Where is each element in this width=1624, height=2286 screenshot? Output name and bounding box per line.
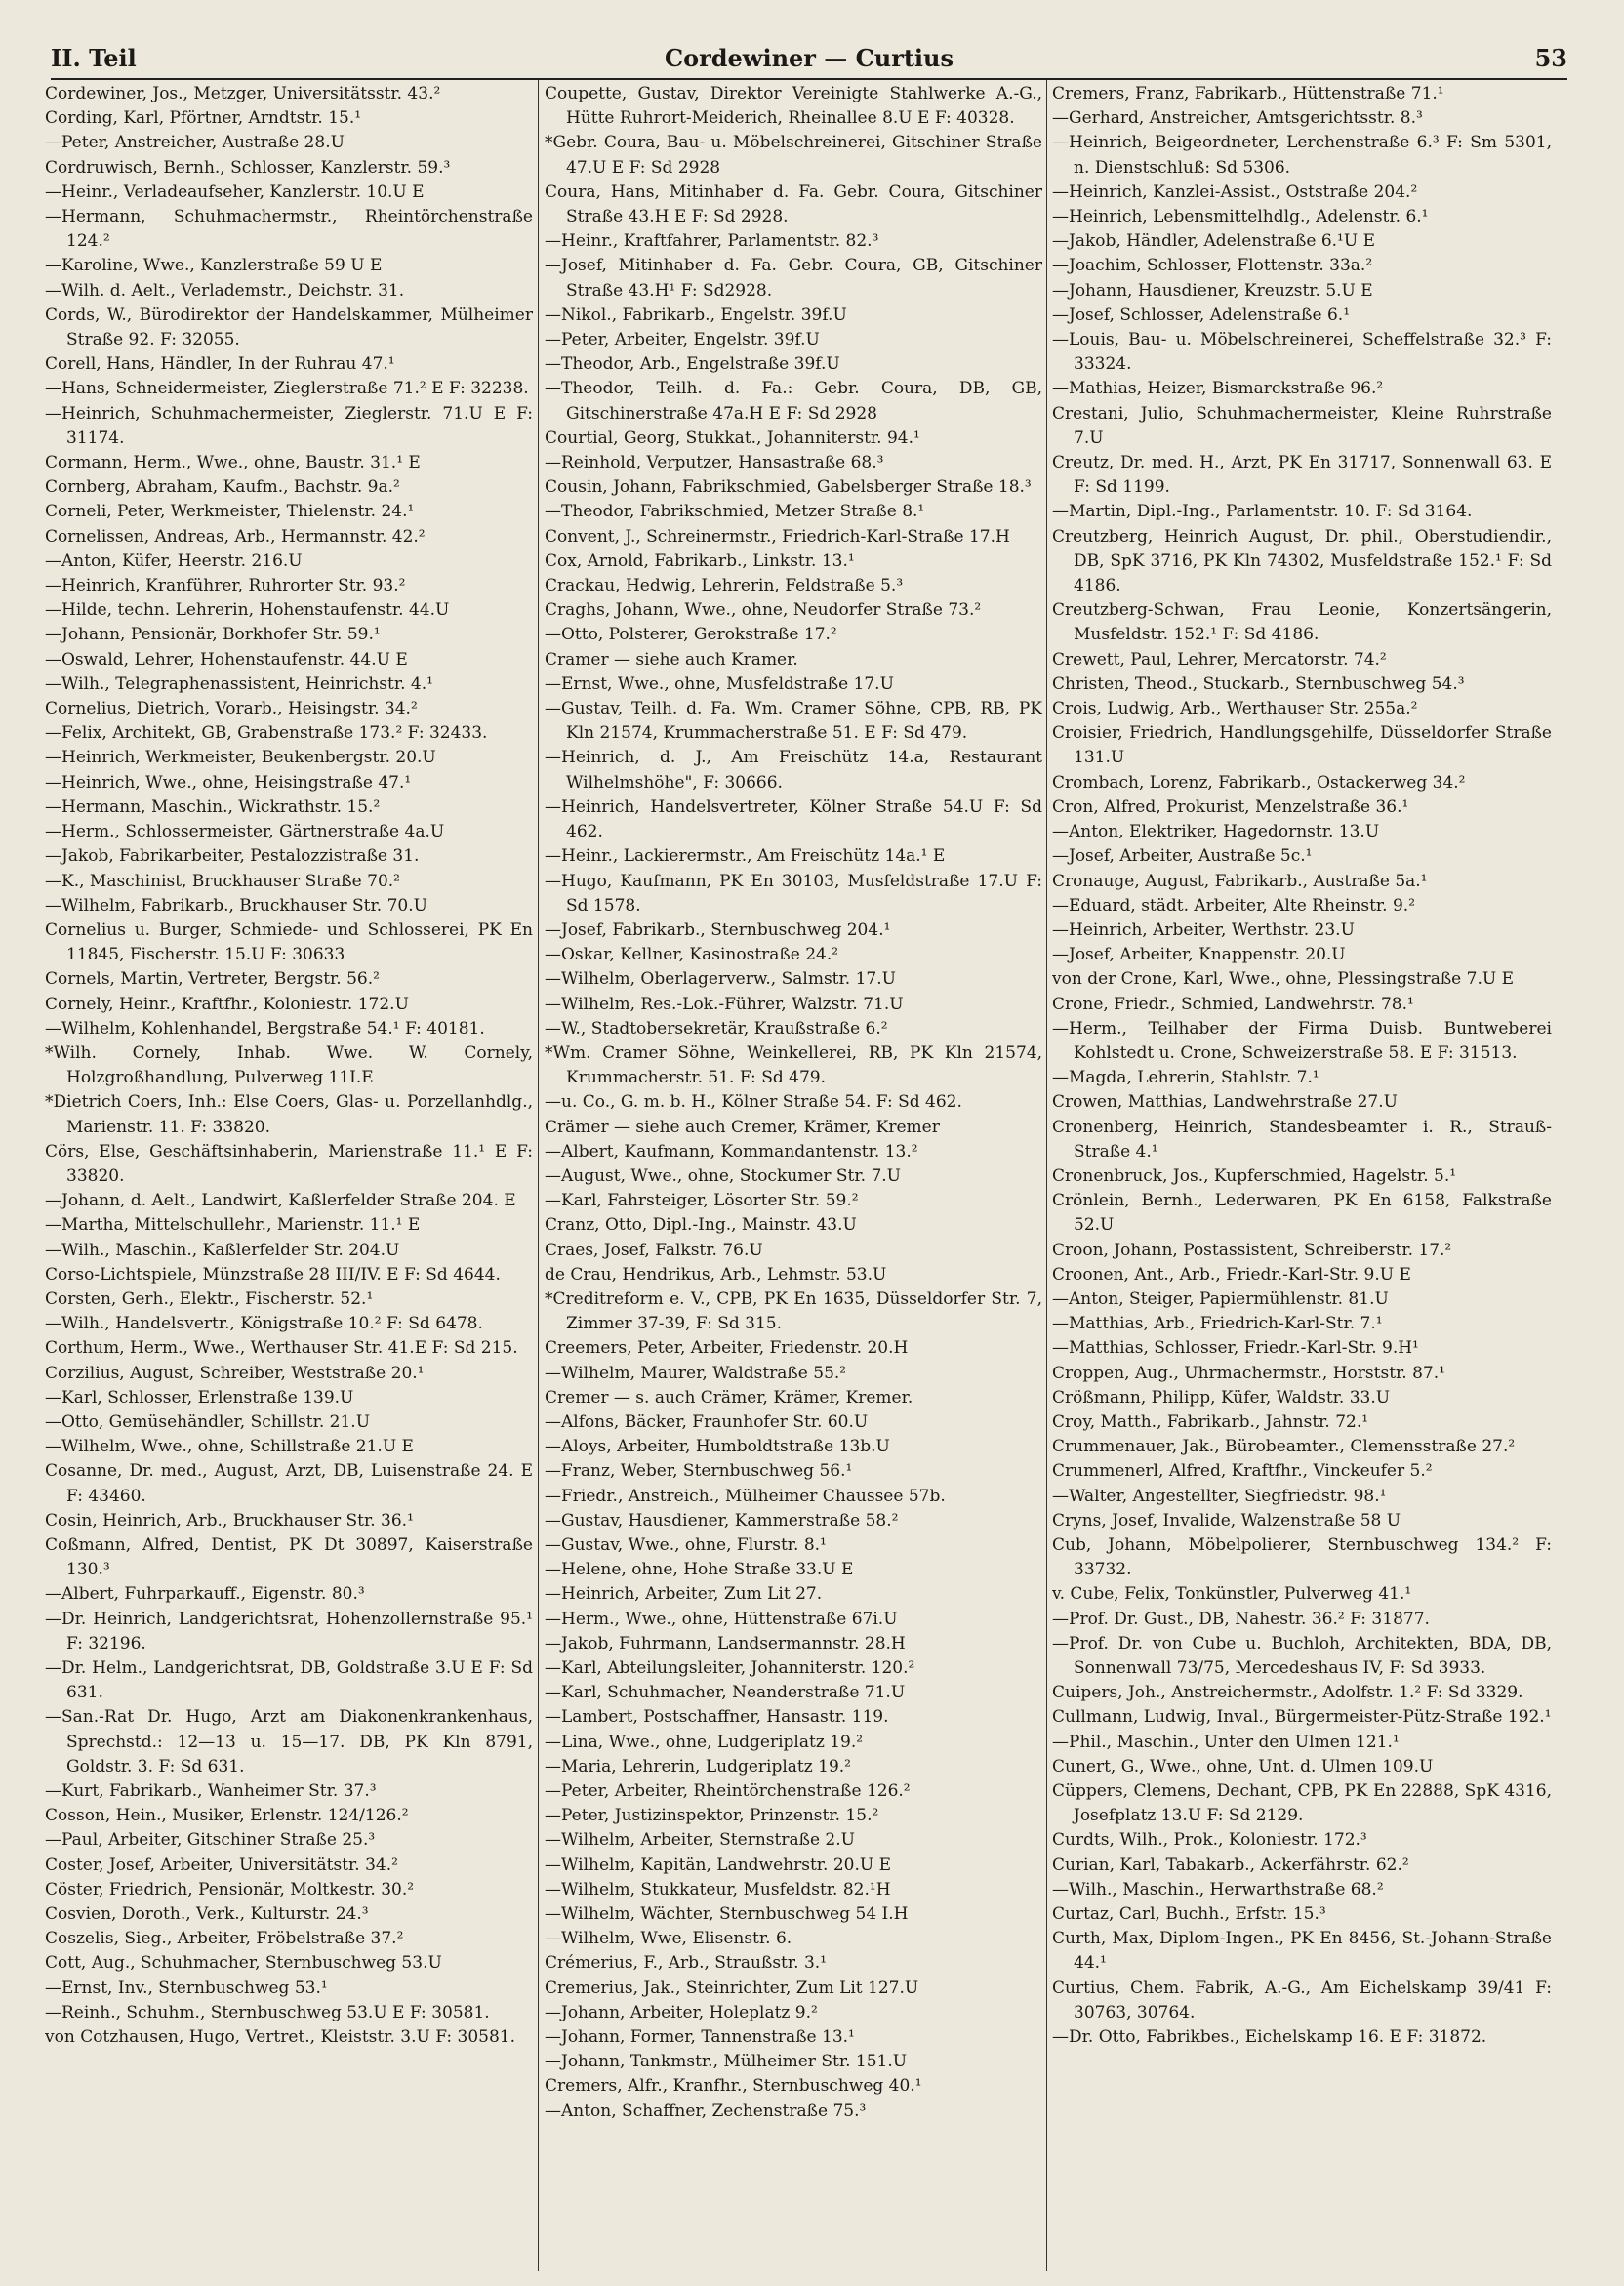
directory-entry: —Gustav, Wwe., ohne, Flurstr. 8.¹ bbox=[545, 1534, 827, 1555]
directory-entry: —Heinrich, Wwe., ohne, Heisingstraße 47.¹ bbox=[45, 772, 412, 793]
directory-entry: —Prof. Dr. Gust., DB, Nahestr. 36.² F: 31877. bbox=[1052, 1609, 1430, 1629]
directory-entry: —Anton, Elektriker, Hagedornstr. 13.U bbox=[1052, 822, 1380, 842]
directory-entry: —Heinrich, Kranführer, Ruhrorter Str. 93.² bbox=[45, 576, 406, 596]
directory-entry: —Karl, Schuhmacher, Neanderstraße 71.U bbox=[545, 1683, 906, 1703]
directory-entry: Curth, Max, Diplom-Ingen., PK En 8456, St.-Johann-Straße 44.¹ bbox=[1052, 1929, 1552, 1974]
directory-entry: —Oswald, Lehrer, Hohenstaufenstr. 44.U E bbox=[45, 649, 408, 670]
directory-entry: Cords, W., Bürodirektor der Handelskammer, Mülheimer Straße 92. F: 32055. bbox=[45, 305, 533, 350]
directory-entry: —Wilh., Handelsvertr., Königstraße 10.² F: Sd 6478. bbox=[45, 1314, 483, 1334]
directory-entry: Crowen, Matthias, Landwehrstraße 27.U bbox=[1052, 1092, 1398, 1113]
directory-entry: —Felix, Architekt, GB, Grabenstraße 173.² F: 32433. bbox=[45, 723, 488, 744]
directory-entry: —Wilh. d. Aelt., Verlademstr., Deichstr. 31. bbox=[45, 280, 405, 301]
directory-entry: —Peter, Justizinspektor, Prinzenstr. 15.² bbox=[545, 1806, 879, 1826]
directory-entry: —Friedr., Anstreich., Mülheimer Chaussee 57b. bbox=[545, 1486, 946, 1506]
directory-entry: de Crau, Hendrikus, Arb., Lehmstr. 53.U bbox=[545, 1264, 887, 1285]
directory-entry: —Hugo, Kaufmann, PK En 30103, Musfeldstraße 17.U F: Sd 1578. bbox=[545, 871, 1042, 916]
directory-entry: —Heinrich, Schuhmachermeister, Zieglerstr. 71.U E F: 31174. bbox=[45, 403, 533, 448]
directory-entry: —Reinh., Schuhm., Sternbuschweg 53.U E F: 30581. bbox=[45, 2002, 490, 2022]
directory-entry: Curtius, Chem. Fabrik, A.-G., Am Eichelskamp 39/41 F: 30763, 30764. bbox=[1052, 1978, 1552, 2022]
directory-entry: —Hermann, Maschin., Wickrathstr. 15.² bbox=[45, 796, 381, 817]
directory-entry: —Magda, Lehrerin, Stahlstr. 7.¹ bbox=[1052, 1068, 1320, 1088]
directory-entry: —Wilhelm, Wwe., ohne, Schillstraße 21.U E bbox=[45, 1437, 414, 1457]
page-number: 53 bbox=[1534, 44, 1567, 72]
directory-entry: Crummenerl, Alfred, Kraftfhr., Vinckeufer 5.² bbox=[1052, 1461, 1433, 1482]
directory-entry: —Anton, Steiger, Papiermühlenstr. 81.U bbox=[1052, 1288, 1389, 1309]
directory-entry: —Josef, Fabrikarb., Sternbuschweg 204.¹ bbox=[545, 919, 891, 940]
directory-entry: Cormann, Herm., Wwe., ohne, Baustr. 31.¹ E bbox=[45, 453, 421, 473]
directory-entry: —Wilhelm, Res.-Lok.-Führer, Walzstr. 71.U bbox=[545, 994, 904, 1014]
directory-entry: Christen, Theod., Stuckarb., Sternbuschweg 54.³ bbox=[1052, 674, 1465, 694]
directory-entry: —Anton, Küfer, Heerstr. 216.U bbox=[45, 551, 303, 571]
directory-entry: Croisier, Friedrich, Handlungsgehilfe, Düsseldorfer Straße 131.U bbox=[1052, 723, 1552, 768]
directory-entry: —Peter, Arbeiter, Engelstr. 39f.U bbox=[545, 330, 820, 350]
directory-entry: Creutz, Dr. med. H., Arzt, PK En 31717, Sonnenwall 63. E F: Sd 1199. bbox=[1052, 453, 1552, 498]
directory-entry: —Jakob, Fuhrmann, Landsermannstr. 28.H bbox=[545, 1633, 906, 1653]
directory-entry: —Dr. Otto, Fabrikbes., Eichelskamp 16. E F: 31872. bbox=[1052, 2027, 1487, 2048]
directory-entry: —Heinr., Verladeaufseher, Kanzlerstr. 10.U E bbox=[45, 182, 425, 202]
column-3 bbox=[1052, 82, 1552, 2278]
directory-entry: —San.-Rat Dr. Hugo, Arzt am Diakonenkrankenhaus, Sprechstd.: 12—13 u. 15—17. DB, PK Kln 8791, Goldstr. 3. F: Sd 631. bbox=[45, 1707, 533, 1776]
directory-entry: —Johann, Tankmstr., Mülheimer Str. 151.U bbox=[545, 2052, 908, 2072]
directory-entry: Coszelis, Sieg., Arbeiter, Fröbelstraße 37.² bbox=[45, 1929, 404, 1949]
directory-entry: —Reinhold, Verputzer, Hansastraße 68.³ bbox=[545, 453, 884, 473]
directory-entry: —Heinrich, Arbeiter, Werthstr. 23.U bbox=[1052, 919, 1355, 940]
directory-entry: Cremerius, Jak., Steinrichter, Zum Lit 127.U bbox=[545, 1978, 919, 1998]
directory-entry: Craghs, Johann, Wwe., ohne, Neudorfer Straße 73.² bbox=[545, 600, 982, 621]
directory-entry: Cremer — s. auch Crämer, Krämer, Kremer. bbox=[545, 1387, 914, 1408]
directory-entry: Cryns, Josef, Invalide, Walzenstraße 58 U bbox=[1052, 1510, 1401, 1531]
directory-entry: Creutzberg-Schwan, Frau Leonie, Konzertsängerin, Musfeldstr. 152.¹ F: Sd 4186. bbox=[1052, 600, 1552, 645]
directory-entry: —Johann, Former, Tannenstraße 13.¹ bbox=[545, 2027, 855, 2048]
directory-entry: —Albert, Fuhrparkauff., Eigenstr. 80.³ bbox=[45, 1584, 365, 1605]
directory-entry: —K., Maschinist, Bruckhauser Straße 70.² bbox=[45, 871, 400, 891]
directory-entry: Crewett, Paul, Lehrer, Mercatorstr. 74.² bbox=[1052, 649, 1387, 670]
directory-entry: —Johann, Hausdiener, Kreuzstr. 5.U E bbox=[1052, 280, 1373, 301]
directory-entry: Cosanne, Dr. med., August, Arzt, DB, Luisenstraße 24. E F: 43460. bbox=[45, 1461, 533, 1506]
directory-entry: —Peter, Arbeiter, Rheintörchenstraße 126.² bbox=[545, 1781, 911, 1802]
column-divider bbox=[538, 80, 539, 2271]
directory-entry: —Karl, Fahrsteiger, Lösorter Str. 59.² bbox=[545, 1191, 859, 1211]
directory-entry: —Jakob, Händler, Adelenstraße 6.¹U E bbox=[1052, 231, 1376, 252]
directory-entry: —Heinrich, Handelsvertreter, Kölner Straße 54.U F: Sd 462. bbox=[545, 796, 1042, 842]
directory-entry: —Karl, Schlosser, Erlenstraße 139.U bbox=[45, 1387, 354, 1408]
directory-entry: Croppen, Aug., Uhrmachermstr., Horststr. 87.¹ bbox=[1052, 1363, 1445, 1383]
directory-entry: —Louis, Bau- u. Möbelschreinerei, Scheffelstraße 32.³ F: 33324. bbox=[1052, 330, 1552, 375]
directory-entry: Corzilius, August, Schreiber, Weststraße 20.¹ bbox=[45, 1363, 425, 1383]
directory-entry: —Maria, Lehrerin, Ludgeriplatz 19.² bbox=[545, 1756, 851, 1776]
directory-entry: Courtial, Georg, Stukkat., Johanniterstr. 94.¹ bbox=[545, 428, 920, 448]
directory-entry: —Joachim, Schlosser, Flottenstr. 33a.² bbox=[1052, 256, 1373, 276]
directory-entry: —Ernst, Wwe., ohne, Musfeldstraße 17.U bbox=[545, 674, 894, 694]
directory-entry: —Otto, Gemüsehändler, Schillstr. 21.U bbox=[45, 1411, 371, 1432]
directory-entry: —Josef, Mitinhaber d. Fa. Gebr. Coura, GB, Gitschiner Straße 43.H¹ F: Sd2928. bbox=[545, 256, 1042, 301]
directory-entry: Cronauge, August, Fabrikarb., Austraße 5a.¹ bbox=[1052, 871, 1428, 891]
directory-entry: Coura, Hans, Mitinhaber d. Fa. Gebr. Coura, Gitschiner Straße 43.H E F: Sd 2928. bbox=[545, 182, 1042, 227]
directory-entry: Curdts, Wilh., Prok., Koloniestr. 172.³ bbox=[1052, 1830, 1367, 1851]
directory-entry: —Walter, Angestellter, Siegfriedstr. 98.¹ bbox=[1052, 1486, 1387, 1506]
directory-entry: —Heinrich, Werkmeister, Beukenbergstr. 20.U bbox=[45, 748, 436, 768]
directory-entry: Cornelissen, Andreas, Arb., Hermannstr. 42.² bbox=[45, 526, 426, 547]
directory-entry: —Heinrich, d. J., Am Freischütz 14.a, Restaurant Wilhelmshöhe", F: 30666. bbox=[545, 748, 1042, 793]
directory-entry: —Jakob, Fabrikarbeiter, Pestalozzistraße 31. bbox=[45, 846, 420, 867]
directory-entry: Cron, Alfred, Prokurist, Menzelstraße 36.¹ bbox=[1052, 796, 1409, 817]
directory-entry: Cronenbruck, Jos., Kupferschmied, Hagelstr. 5.¹ bbox=[1052, 1165, 1457, 1186]
directory-entry: —Wilhelm, Wwe, Elisenstr. 6. bbox=[545, 1929, 792, 1949]
directory-entry: —Wilhelm, Fabrikarb., Bruckhauser Str. 70.U bbox=[45, 895, 427, 916]
directory-entry: Cosin, Heinrich, Arb., Bruckhauser Str. 36.¹ bbox=[45, 1510, 414, 1531]
directory-entry: —Wilhelm, Kohlenhandel, Bergstraße 54.¹ F: 40181. bbox=[45, 1018, 485, 1039]
directory-entry: —Wilhelm, Kapitän, Landwehrstr. 20.U E bbox=[545, 1855, 892, 1875]
directory-entry: Cunert, G., Wwe., ohne, Unt. d. Ulmen 109.U bbox=[1052, 1756, 1434, 1776]
directory-entry: —Gustav, Teilh. d. Fa. Wm. Cramer Söhne, CPB, RB, PK Kln 21574, Krummacherstraße 51. E F: Sd 479. bbox=[545, 699, 1042, 744]
directory-entry: Cuipers, Joh., Anstreichermstr., Adolfstr. 1.² F: Sd 3329. bbox=[1052, 1683, 1523, 1703]
directory-entry: —Wilh., Maschin., Kaßlerfelder Str. 204.U bbox=[45, 1240, 400, 1260]
directory-entry: —Hilde, techn. Lehrerin, Hohenstaufenstr. 44.U bbox=[45, 600, 450, 621]
directory-entry: —Wilhelm, Maurer, Waldstraße 55.² bbox=[545, 1363, 847, 1383]
directory-entry: —Heinrich, Beigeordneter, Lerchenstraße 6.³ F: Sm 5301, n. Dienstschluß: Sd 5306. bbox=[1052, 133, 1552, 178]
column-2 bbox=[545, 82, 1042, 2278]
directory-entry: —Hans, Schneidermeister, Zieglerstraße 71.² E F: 32238. bbox=[45, 379, 529, 399]
directory-entry: Creutzberg, Heinrich August, Dr. phil., Oberstudiendir., DB, SpK 3716, PK Kln 74302, Musfeldstraße 152.¹ F: Sd 4186. bbox=[1052, 526, 1552, 596]
directory-entry: —Albert, Kaufmann, Kommandantenstr. 13.² bbox=[545, 1141, 918, 1162]
directory-entry: —Dr. Heinrich, Landgerichtsrat, Hohenzollernstraße 95.¹ F: 32196. bbox=[45, 1609, 533, 1653]
directory-entry: —Ernst, Inv., Sternbuschweg 53.¹ bbox=[45, 1978, 328, 1998]
directory-entry: Cott, Aug., Schuhmacher, Sternbuschweg 53.U bbox=[45, 1953, 442, 1974]
directory-entry: *Creditreform e. V., CPB, PK En 1635, Düsseldorfer Str. 7, Zimmer 37-39, F: Sd 315. bbox=[545, 1288, 1042, 1334]
directory-entry: —Martin, Dipl.-Ing., Parlamentstr. 10. F: Sd 3164. bbox=[1052, 502, 1473, 522]
directory-entry: Curian, Karl, Tabakarb., Ackerfährstr. 62.² bbox=[1052, 1855, 1409, 1875]
directory-entry: Corneli, Peter, Werkmeister, Thielenstr. 24.¹ bbox=[45, 502, 415, 522]
directory-entry: —Karl, Abteilungsleiter, Johanniterstr. 120.² bbox=[545, 1658, 915, 1678]
directory-entry: Crämer — siehe auch Cremer, Krämer, Kremer bbox=[545, 1117, 940, 1137]
directory-entry: Cordewiner, Jos., Metzger, Universitätsstr. 43.² bbox=[45, 84, 441, 103]
directory-entry: —Wilh., Maschin., Herwarthstraße 68.² bbox=[1052, 1879, 1384, 1899]
directory-entry: Corthum, Herm., Wwe., Werthauser Str. 41.E F: Sd 215. bbox=[45, 1338, 518, 1359]
directory-entry: Crois, Ludwig, Arb., Werthauser Str. 255a.² bbox=[1052, 699, 1418, 719]
directory-entry: —Herm., Teilhaber der Firma Duisb. Buntweberei Kohlstedt u. Crone, Schweizerstraße 58. E F: 31513. bbox=[1052, 1018, 1552, 1063]
directory-entry: Cordruwisch, Bernh., Schlosser, Kanzlerstr. 59.³ bbox=[45, 157, 451, 178]
directory-entry: Cosvien, Doroth., Verk., Kulturstr. 24.³ bbox=[45, 1904, 369, 1925]
directory-entry: v. Cube, Felix, Tonkünstler, Pulverweg 41.¹ bbox=[1052, 1584, 1412, 1605]
directory-entry: Cox, Arnold, Fabrikarb., Linkstr. 13.¹ bbox=[545, 551, 855, 571]
directory-entry: —Nikol., Fabrikarb., Engelstr. 39f.U bbox=[545, 305, 847, 325]
directory-entry: —Lina, Wwe., ohne, Ludgeriplatz 19.² bbox=[545, 1732, 864, 1752]
directory-entry: Cornelius, Dietrich, Vorarb., Heisingstr. 34.² bbox=[45, 699, 418, 719]
directory-entry: *Dietrich Coers, Inh.: Else Coers, Glas- u. Porzellanhdlg., Marienstr. 11. F: 33820. bbox=[45, 1092, 533, 1137]
directory-entry: —Theodor, Arb., Engelstraße 39f.U bbox=[545, 354, 840, 375]
directory-entry: —Herm., Wwe., ohne, Hüttenstraße 67i.U bbox=[545, 1609, 898, 1629]
directory-entry: Crößmann, Philipp, Küfer, Waldstr. 33.U bbox=[1052, 1387, 1391, 1408]
directory-entry: *Gebr. Coura, Bau- u. Möbelschreinerei, Gitschiner Straße 47.U E F: Sd 2928 bbox=[545, 133, 1042, 178]
directory-entry: Cornelius u. Burger, Schmiede- und Schlosserei, PK En 11845, Fischerstr. 15.U F: 30633 bbox=[45, 919, 533, 965]
directory-entry: —August, Wwe., ohne, Stockumer Str. 7.U bbox=[545, 1165, 902, 1186]
directory-entry: —u. Co., G. m. b. H., Kölner Straße 54. F: Sd 462. bbox=[545, 1092, 962, 1113]
directory-entry: Crummenauer, Jak., Bürobeamter., Clemensstraße 27.² bbox=[1052, 1437, 1516, 1457]
directory-entry: Crönlein, Bernh., Lederwaren, PK En 6158, Falkstraße 52.U bbox=[1052, 1191, 1552, 1236]
directory-entry: Croon, Johann, Postassistent, Schreiberstr. 17.² bbox=[1052, 1240, 1452, 1260]
directory-entry: —Prof. Dr. von Cube u. Buchloh, Architekten, BDA, DB, Sonnenwall 73/75, Mercedeshaus IV, F: Sd 3933. bbox=[1052, 1633, 1552, 1678]
directory-entry: Corsten, Gerh., Elektr., Fischerstr. 52.¹ bbox=[45, 1288, 374, 1309]
directory-entry: Cub, Johann, Möbelpolierer, Sternbuschweg 134.² F: 33732. bbox=[1052, 1534, 1552, 1580]
directory-entry: —Martha, Mittelschullehr., Marienstr. 11.¹ E bbox=[45, 1215, 421, 1236]
directory-entry: —W., Stadtobersekretär, Kraußstraße 6.² bbox=[545, 1018, 888, 1039]
directory-entry: —Heinrich, Kanzlei-Assist., Oststraße 204.² bbox=[1052, 182, 1418, 202]
directory-entry: —Wilhelm, Oberlagerverw., Salmstr. 17.U bbox=[545, 969, 896, 990]
directory-entry: —Eduard, städt. Arbeiter, Alte Rheinstr. 9.² bbox=[1052, 895, 1416, 916]
directory-entry: *Wilh. Cornely, Inhab. Wwe. W. Cornely, Holzgroßhandlung, Pulverweg 11I.E bbox=[45, 1042, 533, 1088]
directory-entry: Cousin, Johann, Fabrikschmied, Gabelsberger Straße 18.³ bbox=[545, 477, 1032, 498]
directory-entry: —Johann, Arbeiter, Holeplatz 9.² bbox=[545, 2002, 818, 2022]
directory-entry: *Wm. Cramer Söhne, Weinkellerei, RB, PK Kln 21574, Krummacherstr. 51. F: Sd 479. bbox=[545, 1042, 1042, 1088]
directory-entry: Cornels, Martin, Vertreter, Bergstr. 56.² bbox=[45, 969, 380, 990]
directory-entry: —Dr. Helm., Landgerichtsrat, DB, Goldstraße 3.U E F: Sd 631. bbox=[45, 1658, 533, 1703]
directory-entry: Creemers, Peter, Arbeiter, Friedenstr. 20.H bbox=[545, 1338, 909, 1359]
directory-entry: Cramer — siehe auch Kramer. bbox=[545, 649, 798, 670]
directory-entry: Crestani, Julio, Schuhmachermeister, Kleine Ruhrstraße 7.U bbox=[1052, 403, 1552, 448]
directory-entry: Coßmann, Alfred, Dentist, PK Dt 30897, Kaiserstraße 130.³ bbox=[45, 1534, 533, 1580]
directory-entry: Convent, J., Schreinermstr., Friedrich-Karl-Straße 17.H bbox=[545, 526, 1010, 547]
directory-entry: Cremers, Alfr., Kranfhr., Sternbuschweg 40.¹ bbox=[545, 2076, 922, 2097]
column-divider bbox=[1046, 80, 1047, 2271]
directory-entry: Crombach, Lorenz, Fabrikarb., Ostackerweg 34.² bbox=[1052, 772, 1466, 793]
directory-entry: —Josef, Arbeiter, Austraße 5c.¹ bbox=[1052, 846, 1313, 867]
directory-entry: Corso-Lichtspiele, Münzstraße 28 III/IV. E F: Sd 4644. bbox=[45, 1264, 501, 1285]
directory-entry: —Kurt, Fabrikarb., Wanheimer Str. 37.³ bbox=[45, 1781, 377, 1802]
directory-entry: —Gerhard, Anstreicher, Amtsgerichtsstr. 8.³ bbox=[1052, 108, 1423, 129]
directory-entry: von der Crone, Karl, Wwe., ohne, Plessingstraße 7.U E bbox=[1052, 969, 1515, 990]
directory-entry: —Heinr., Lackierermstr., Am Freischütz 14a.¹ E bbox=[545, 846, 946, 867]
directory-entry: Cöster, Friedrich, Pensionär, Moltkestr. 30.² bbox=[45, 1879, 415, 1899]
directory-entry: —Karoline, Wwe., Kanzlerstraße 59 U E bbox=[45, 256, 383, 276]
directory-entry: Coupette, Gustav, Direktor Vereinigte Stahlwerke A.-G., Hütte Ruhrort-Meiderich, Rheinallee 8.U E F: 40328. bbox=[545, 84, 1042, 129]
directory-entry: —Heinrich, Lebensmittelhdlg., Adelenstr. 6.¹ bbox=[1052, 207, 1429, 227]
directory-entry: —Phil., Maschin., Unter den Ulmen 121.¹ bbox=[1052, 1732, 1400, 1752]
directory-entry: —Theodor, Teilh. d. Fa.: Gebr. Coura, DB, GB, Gitschinerstraße 47a.H E F: Sd 2928 bbox=[545, 379, 1042, 424]
directory-entry: Cronenberg, Heinrich, Standesbeamter i. R., Strauß-Straße 4.¹ bbox=[1052, 1117, 1552, 1162]
directory-entry: —Helene, ohne, Hohe Straße 33.U E bbox=[545, 1560, 854, 1580]
directory-entry: Cornely, Heinr., Kraftfhr., Koloniestr. 172.U bbox=[45, 994, 409, 1014]
directory-entry: von Cotzhausen, Hugo, Vertret., Kleiststr. 3.U F: 30581. bbox=[45, 2027, 516, 2048]
directory-entry: —Alfons, Bäcker, Fraunhofer Str. 60.U bbox=[545, 1411, 869, 1432]
directory-entry: Coster, Josef, Arbeiter, Universitätstr. 34.² bbox=[45, 1855, 398, 1875]
directory-entry: —Johann, d. Aelt., Landwirt, Kaßlerfelder Straße 204. E bbox=[45, 1191, 516, 1211]
directory-entry: —Johann, Pensionär, Borkhofer Str. 59.¹ bbox=[45, 625, 381, 645]
directory-entry: Cranz, Otto, Dipl.-Ing., Mainstr. 43.U bbox=[545, 1215, 857, 1236]
directory-entry: Cörs, Else, Geschäftsinhaberin, Marienstraße 11.¹ E F: 33820. bbox=[45, 1141, 533, 1186]
directory-entry: Crackau, Hedwig, Lehrerin, Feldstraße 5.³ bbox=[545, 576, 904, 596]
directory-entry: Crone, Friedr., Schmied, Landwehrstr. 78.¹ bbox=[1052, 994, 1414, 1014]
directory-entry: —Anton, Schaffner, Zechenstraße 75.³ bbox=[545, 2101, 867, 2121]
directory-entry: —Wilh., Telegraphenassistent, Heinrichstr. 4.¹ bbox=[45, 674, 433, 694]
directory-entry: Crémerius, F., Arb., Straußstr. 3.¹ bbox=[545, 1953, 827, 1974]
directory-entry: Craes, Josef, Falkstr. 76.U bbox=[545, 1240, 763, 1260]
directory-entry: —Josef, Arbeiter, Knappenstr. 20.U bbox=[1052, 945, 1346, 965]
directory-entry: Cornberg, Abraham, Kaufm., Bachstr. 9a.² bbox=[45, 477, 400, 498]
page-header bbox=[51, 41, 1567, 72]
directory-entry: Curtaz, Carl, Buchh., Erfstr. 15.³ bbox=[1052, 1904, 1326, 1925]
directory-entry: —Franz, Weber, Sternbuschweg 56.¹ bbox=[545, 1461, 853, 1482]
directory-entry: Croonen, Ant., Arb., Friedr.-Karl-Str. 9.U E bbox=[1052, 1264, 1411, 1285]
directory-entry: —Lambert, Postschaffner, Hansastr. 119. bbox=[545, 1707, 889, 1728]
directory-entry: Corell, Hans, Händler, In der Ruhrau 47.¹ bbox=[45, 354, 395, 375]
directory-entry: —Herm., Schlossermeister, Gärtnerstraße 4a.U bbox=[45, 822, 445, 842]
section-label: II. Teil bbox=[51, 44, 137, 72]
directory-entry: —Oskar, Kellner, Kasinostraße 24.² bbox=[545, 945, 839, 965]
directory-entry: Croy, Matth., Fabrikarb., Jahnstr. 72.¹ bbox=[1052, 1411, 1369, 1432]
column-1 bbox=[45, 82, 533, 2278]
directory-entry: —Paul, Arbeiter, Gitschiner Straße 25.³ bbox=[45, 1830, 376, 1851]
directory-entry: Cremers, Franz, Fabrikarb., Hüttenstraße 71.¹ bbox=[1052, 84, 1444, 103]
running-title: Cordewiner — Curtius bbox=[664, 44, 954, 72]
directory-entry: —Wilhelm, Stukkateur, Musfeldstr. 82.¹H bbox=[545, 1879, 891, 1899]
directory-entry: Cosson, Hein., Musiker, Erlenstr. 124/126.² bbox=[45, 1806, 409, 1826]
directory-entry: —Gustav, Hausdiener, Kammerstraße 58.² bbox=[545, 1510, 899, 1531]
directory-entry: —Matthias, Schlosser, Friedr.-Karl-Str. 9.H¹ bbox=[1052, 1338, 1419, 1359]
directory-entry: —Josef, Schlosser, Adelenstraße 6.¹ bbox=[1052, 305, 1351, 325]
header-rule bbox=[51, 78, 1567, 80]
directory-entry: —Matthias, Arb., Friedrich-Karl-Str. 7.¹ bbox=[1052, 1314, 1383, 1334]
directory-entry: —Peter, Anstreicher, Austraße 28.U bbox=[45, 133, 345, 153]
directory-entry: —Mathias, Heizer, Bismarckstraße 96.² bbox=[1052, 379, 1384, 399]
directory-entry: —Wilhelm, Wächter, Sternbuschweg 54 I.H bbox=[545, 1904, 909, 1925]
directory-entry: —Otto, Polsterer, Gerokstraße 17.² bbox=[545, 625, 837, 645]
directory-entry: —Hermann, Schuhmachermstr., Rheintörchenstraße 124.² bbox=[45, 207, 533, 252]
directory-entry: —Heinrich, Arbeiter, Zum Lit 27. bbox=[545, 1584, 823, 1605]
directory-entry: Cullmann, Ludwig, Inval., Bürgermeister-Pütz-Straße 192.¹ bbox=[1052, 1707, 1552, 1728]
directory-entry: —Aloys, Arbeiter, Humboldtstraße 13b.U bbox=[545, 1437, 890, 1457]
directory-entry: —Heinr., Kraftfahrer, Parlamentstr. 82.³ bbox=[545, 231, 879, 252]
directory-entry: Cording, Karl, Pförtner, Arndtstr. 15.¹ bbox=[45, 108, 362, 129]
directory-entry: —Wilhelm, Arbeiter, Sternstraße 2.U bbox=[545, 1830, 855, 1851]
directory-entry: —Theodor, Fabrikschmied, Metzer Straße 8.¹ bbox=[545, 502, 925, 522]
directory-entry: Cüppers, Clemens, Dechant, CPB, PK En 22888, SpK 4316, Josefplatz 13.U F: Sd 2129. bbox=[1052, 1781, 1552, 1826]
